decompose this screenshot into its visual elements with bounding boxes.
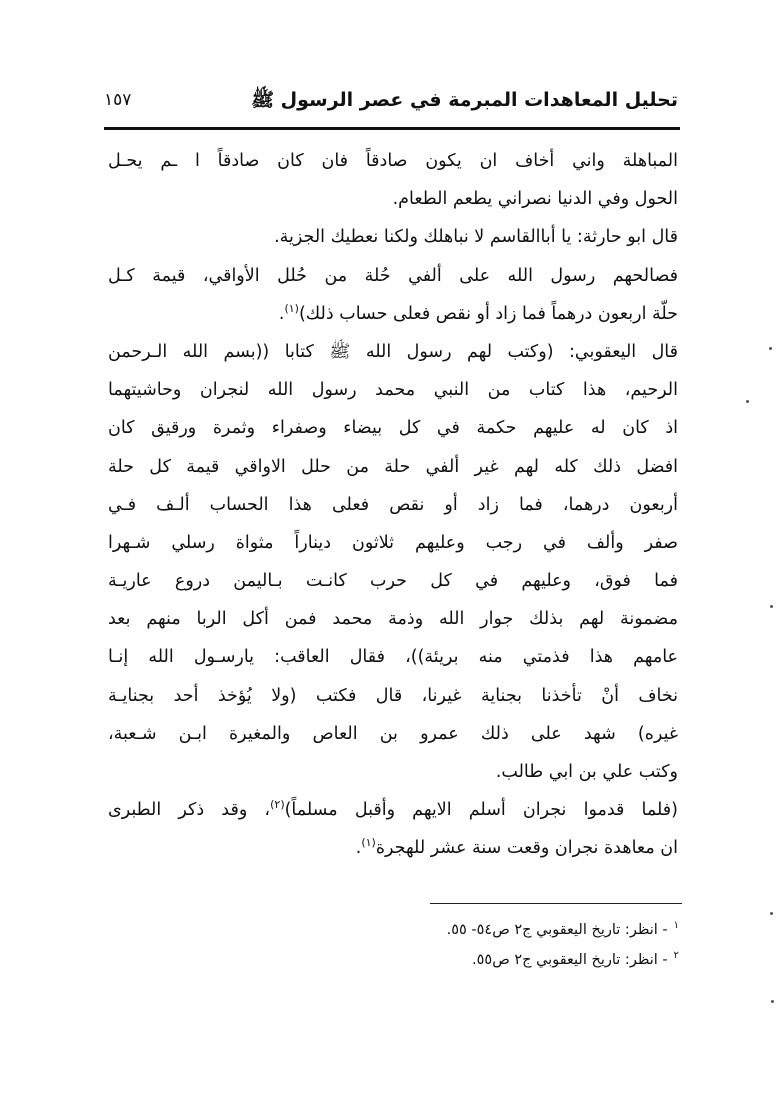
header-rule	[104, 127, 680, 130]
text-line: الرحيم، هذا كتاب من النبي محمد رسول الله لنجران وحاشيتهما	[108, 380, 678, 401]
scan-speck	[769, 347, 772, 350]
text-line: مضمونة لهم بذلك جوار الله وذمة محمد فمن أكل الربا منهم بعد	[108, 609, 678, 630]
text-line: المباهلة واني أخاف ان يكون صادقاً فان كان صادقاً ا ـم يحـل	[108, 151, 678, 171]
scan-speck	[771, 1000, 774, 1003]
text-line: أربعون درهما، فما زاد أو نقص فعلى هذا الحساب ألـف فـي	[108, 494, 678, 515]
scan-speck	[746, 400, 749, 403]
page-header	[104, 88, 678, 118]
text-line: اذ كان له عليهم حكمة في كل بيضاء وصفراء وثمرة ورقيق كان	[108, 418, 678, 439]
scan-speck	[770, 912, 773, 915]
footnote-text: - انظر: تاريخ اليعقوبي ج٢ ص٥٥.	[472, 951, 668, 968]
text-line: افضل ذلك كله لهم غير ألفي حلة من حلل الاواقي قيمة كل حلة	[108, 456, 678, 477]
footnote-rule	[430, 903, 682, 904]
text-segment: ، وقد ذكر الطبرى	[108, 800, 271, 821]
text-line: الحول وفي الدنيا نصراني يطعم الطعام.	[392, 189, 678, 210]
text-segment: .	[278, 303, 285, 324]
footnote-ref: (٢)	[270, 798, 285, 812]
body-text	[108, 142, 678, 868]
footnote	[279, 913, 679, 943]
text-line: نخاف أنْ تأخذنا بجناية غيرنا، قال فكتب (ولا يُؤخذ أحد بجنايـة	[108, 685, 678, 706]
text-line: قال اليعقوبي: (وكتب لهم رسول الله ﷺ كتابا ((بسم الله الـرحمن	[108, 341, 678, 362]
text-line: فما فوق، وعليهم في كل حرب كانـت بـاليمن دروع عاريـة	[108, 571, 678, 592]
text-line: وكتب علي بن ابي طالب.	[495, 762, 678, 782]
footnote-ref: (١)	[284, 301, 299, 315]
text-line	[108, 295, 678, 333]
text-line: قال ابو حارثة: يا أباالقاسم لا نباهلك ولكنا نعطيك الجزية.	[274, 227, 678, 248]
text-segment: (فلما قدموا نجران أسلم الايهم وأقبل مسلماً)	[284, 800, 678, 821]
text-line: عامهم هذا فذمتي منه بريئة))، فقال العاقب: يارسـول الله إنـا	[108, 647, 678, 668]
text-segment: ان معاهدة نجران وقعت سنة عشر للهجرة	[375, 838, 678, 859]
scan-speck	[770, 605, 773, 608]
text-line	[108, 791, 678, 829]
text-segment: حلّة اربعون درهماً فما زاد أو نقص فعلى حساب ذلك)	[298, 303, 678, 324]
footnote-number: ١	[673, 920, 679, 931]
running-title: تحليل المعاهدات المبرمة في عصر الرسول ﷺ	[251, 89, 678, 111]
text-line: فصالحهم رسول الله على ألفي حُلة من حُلل الأواقي، قيمة كـل	[108, 265, 678, 286]
text-line: غيره) شهد على ذلك عمرو بن العاص والمغيرة ابـن شـعبة،	[108, 723, 678, 744]
page-number: ١٥٧	[104, 90, 132, 110]
footnote	[279, 943, 679, 973]
footnote-ref: (١)	[361, 836, 376, 850]
text-line: صفر وألف في رجب وعليهم ثلاثون ديناراً مثواة رسلي شـهرا	[108, 532, 678, 553]
footnotes	[279, 913, 679, 973]
text-segment: .	[355, 838, 362, 859]
footnote-text: - انظر: تاريخ اليعقوبي ج٢ ص٥٤- ٥٥.	[446, 921, 668, 938]
footnote-number: ٢	[673, 949, 679, 961]
text-line	[108, 829, 678, 867]
